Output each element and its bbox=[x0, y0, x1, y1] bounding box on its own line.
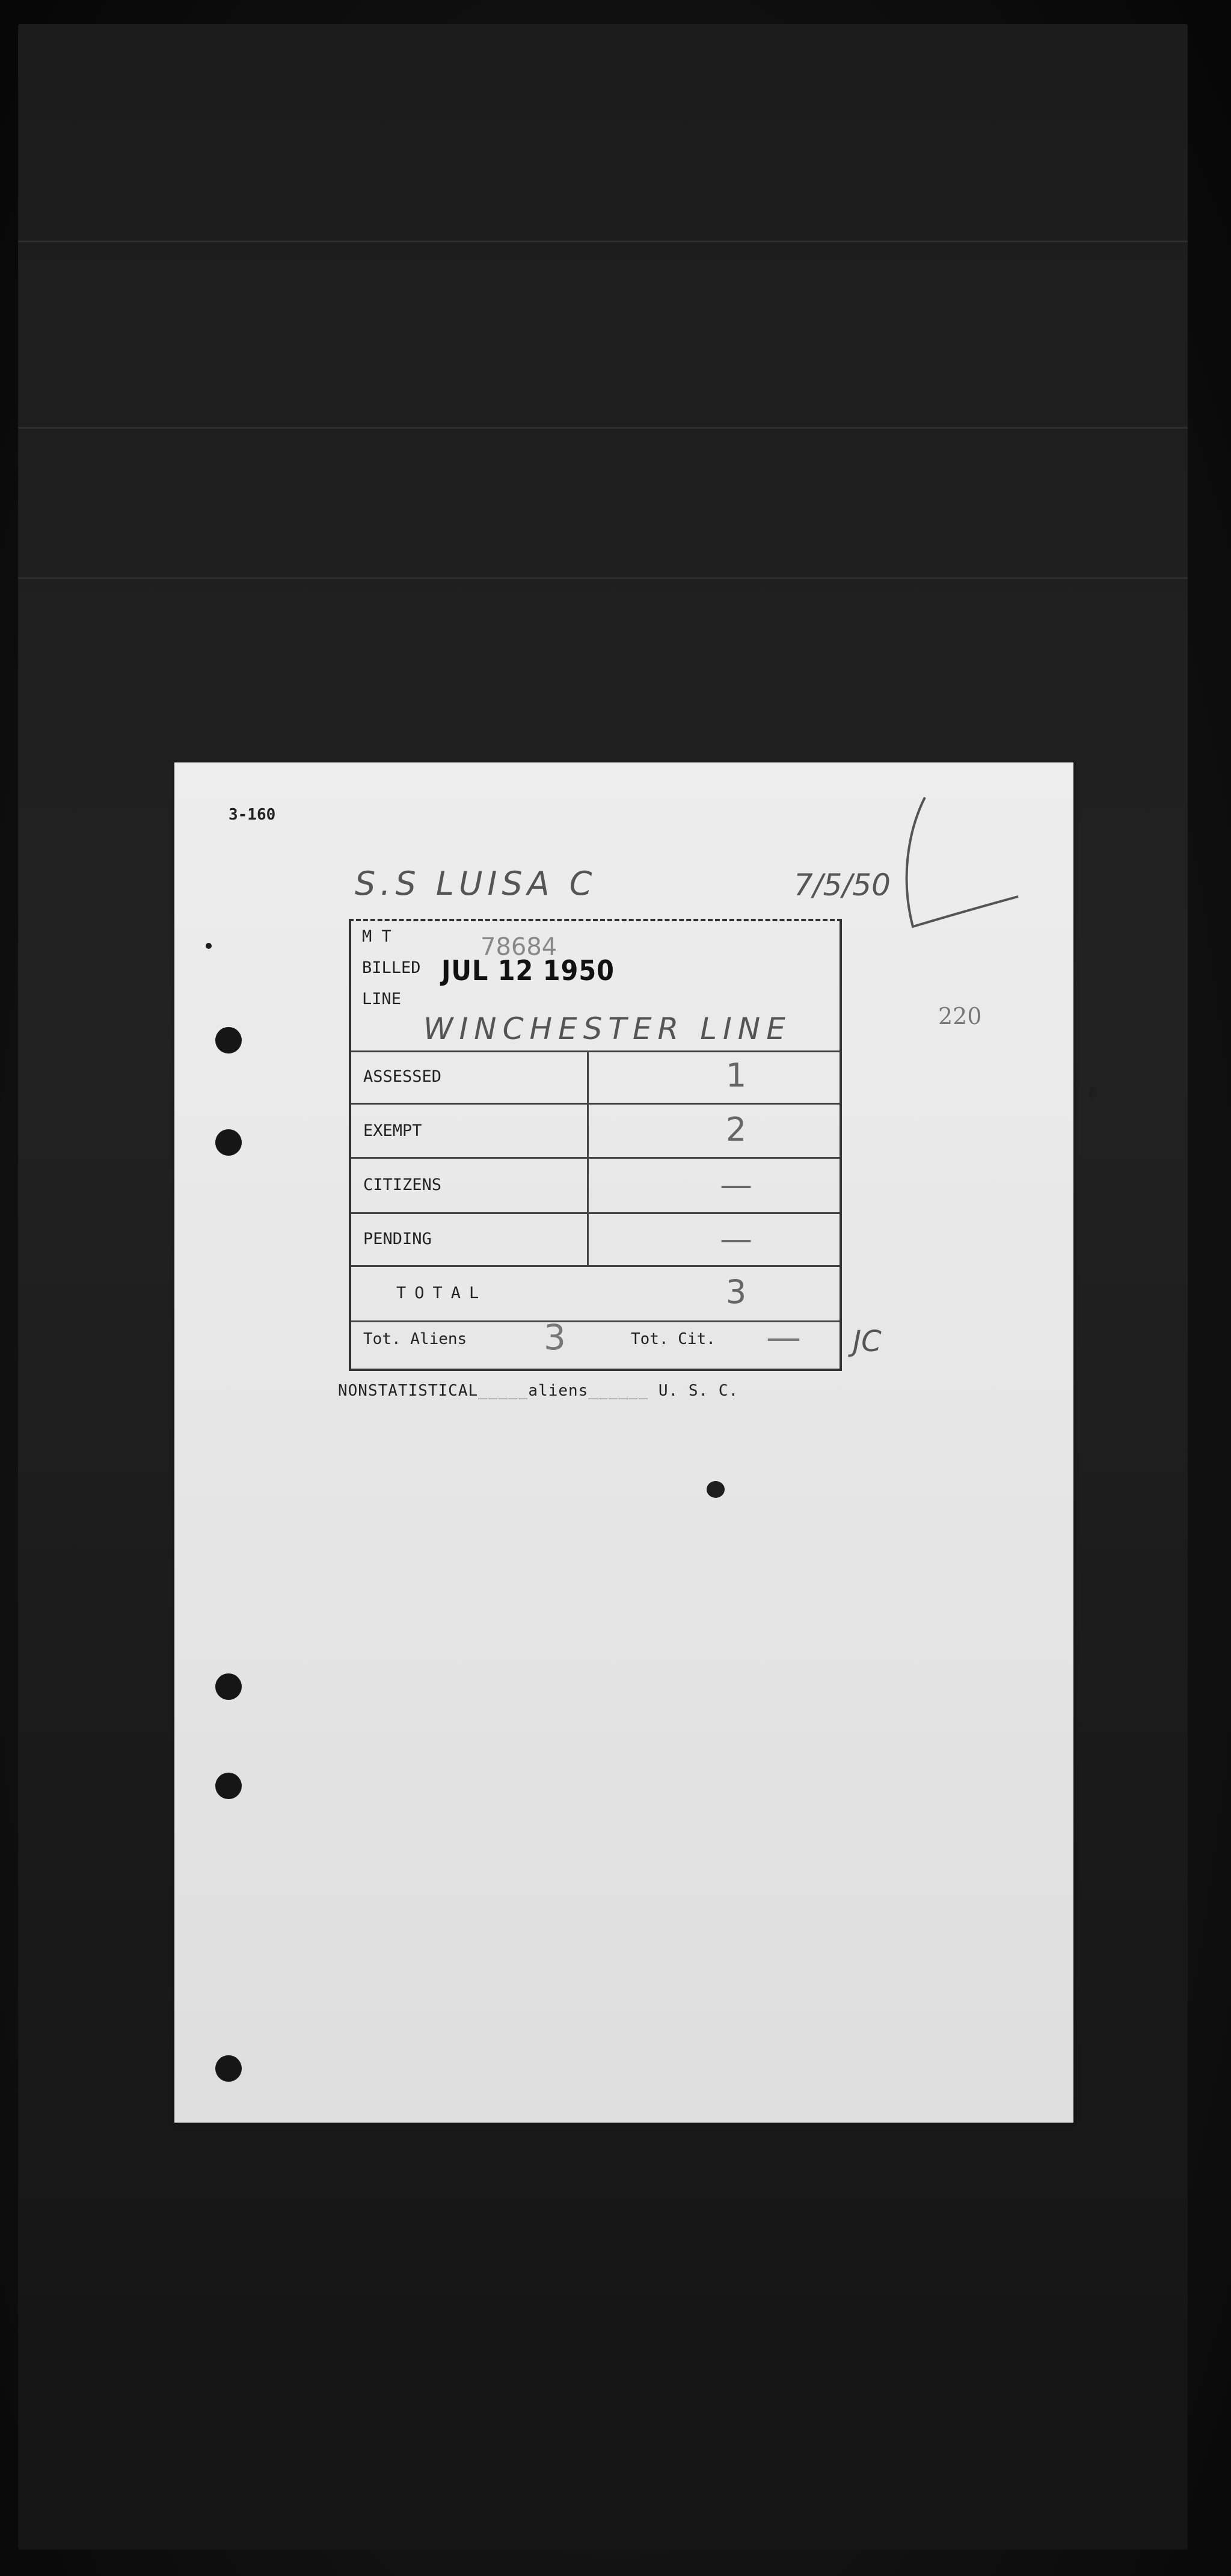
form-sheet bbox=[174, 762, 1073, 2123]
label-mt: M T bbox=[362, 927, 391, 946]
tally-row-citizens bbox=[351, 1159, 840, 1214]
total-label: TOTAL bbox=[396, 1284, 488, 1302]
row-label: EXEMPT bbox=[363, 1121, 422, 1140]
scan-artifact-line bbox=[18, 577, 1188, 579]
clerk-initials: JC bbox=[853, 1325, 882, 1358]
check-mark-icon bbox=[889, 791, 1021, 930]
tally-row-assessed bbox=[351, 1050, 840, 1105]
row-value: — bbox=[720, 1220, 752, 1258]
ink-speck bbox=[707, 1481, 725, 1498]
totals-footer bbox=[351, 1314, 840, 1369]
row-value: 2 bbox=[725, 1111, 747, 1148]
row-label: ASSESSED bbox=[363, 1067, 442, 1086]
billing-header bbox=[351, 921, 840, 1052]
shipping-line-name: WINCHESTER LINE bbox=[423, 1011, 791, 1046]
ink-speck bbox=[206, 943, 212, 949]
punch-hole bbox=[215, 1129, 242, 1156]
row-label: PENDING bbox=[363, 1230, 432, 1248]
tot-aliens-value: 3 bbox=[544, 1317, 566, 1358]
form-code: 3-160 bbox=[229, 806, 276, 824]
ink-speck bbox=[1088, 1087, 1097, 1098]
scan-artifact-line bbox=[18, 241, 1188, 242]
billed-date-stamp: JUL 12 1950 bbox=[441, 954, 615, 987]
handwritten-date: 7/5/50 bbox=[794, 868, 891, 903]
row-label: CITIZENS bbox=[363, 1176, 442, 1194]
tally-row-exempt bbox=[351, 1105, 840, 1159]
punch-hole bbox=[215, 1673, 242, 1700]
tally-box bbox=[349, 919, 842, 1371]
scan-artifact-line bbox=[18, 427, 1188, 429]
ship-name: S.S LUISA C bbox=[355, 865, 597, 903]
nonstatistical-line: NONSTATISTICAL_____aliens______ U. S. C. bbox=[338, 1382, 739, 1400]
tot-aliens-label: Tot. Aliens bbox=[363, 1330, 467, 1348]
tot-cit-label: Tot. Cit. bbox=[631, 1330, 716, 1348]
stamp-number: 78684 bbox=[480, 933, 557, 961]
total-value: 3 bbox=[725, 1273, 747, 1311]
label-billed: BILLED bbox=[362, 958, 421, 977]
punch-hole bbox=[215, 1773, 242, 1799]
tally-row-pending bbox=[351, 1214, 840, 1267]
label-line: LINE bbox=[362, 990, 402, 1008]
row-value: 1 bbox=[725, 1056, 747, 1094]
row-value: — bbox=[720, 1166, 752, 1204]
page-number: 220 bbox=[938, 1003, 982, 1029]
punch-hole bbox=[215, 1027, 242, 1053]
punch-hole bbox=[215, 2055, 242, 2082]
tot-cit-value: — bbox=[766, 1317, 801, 1358]
